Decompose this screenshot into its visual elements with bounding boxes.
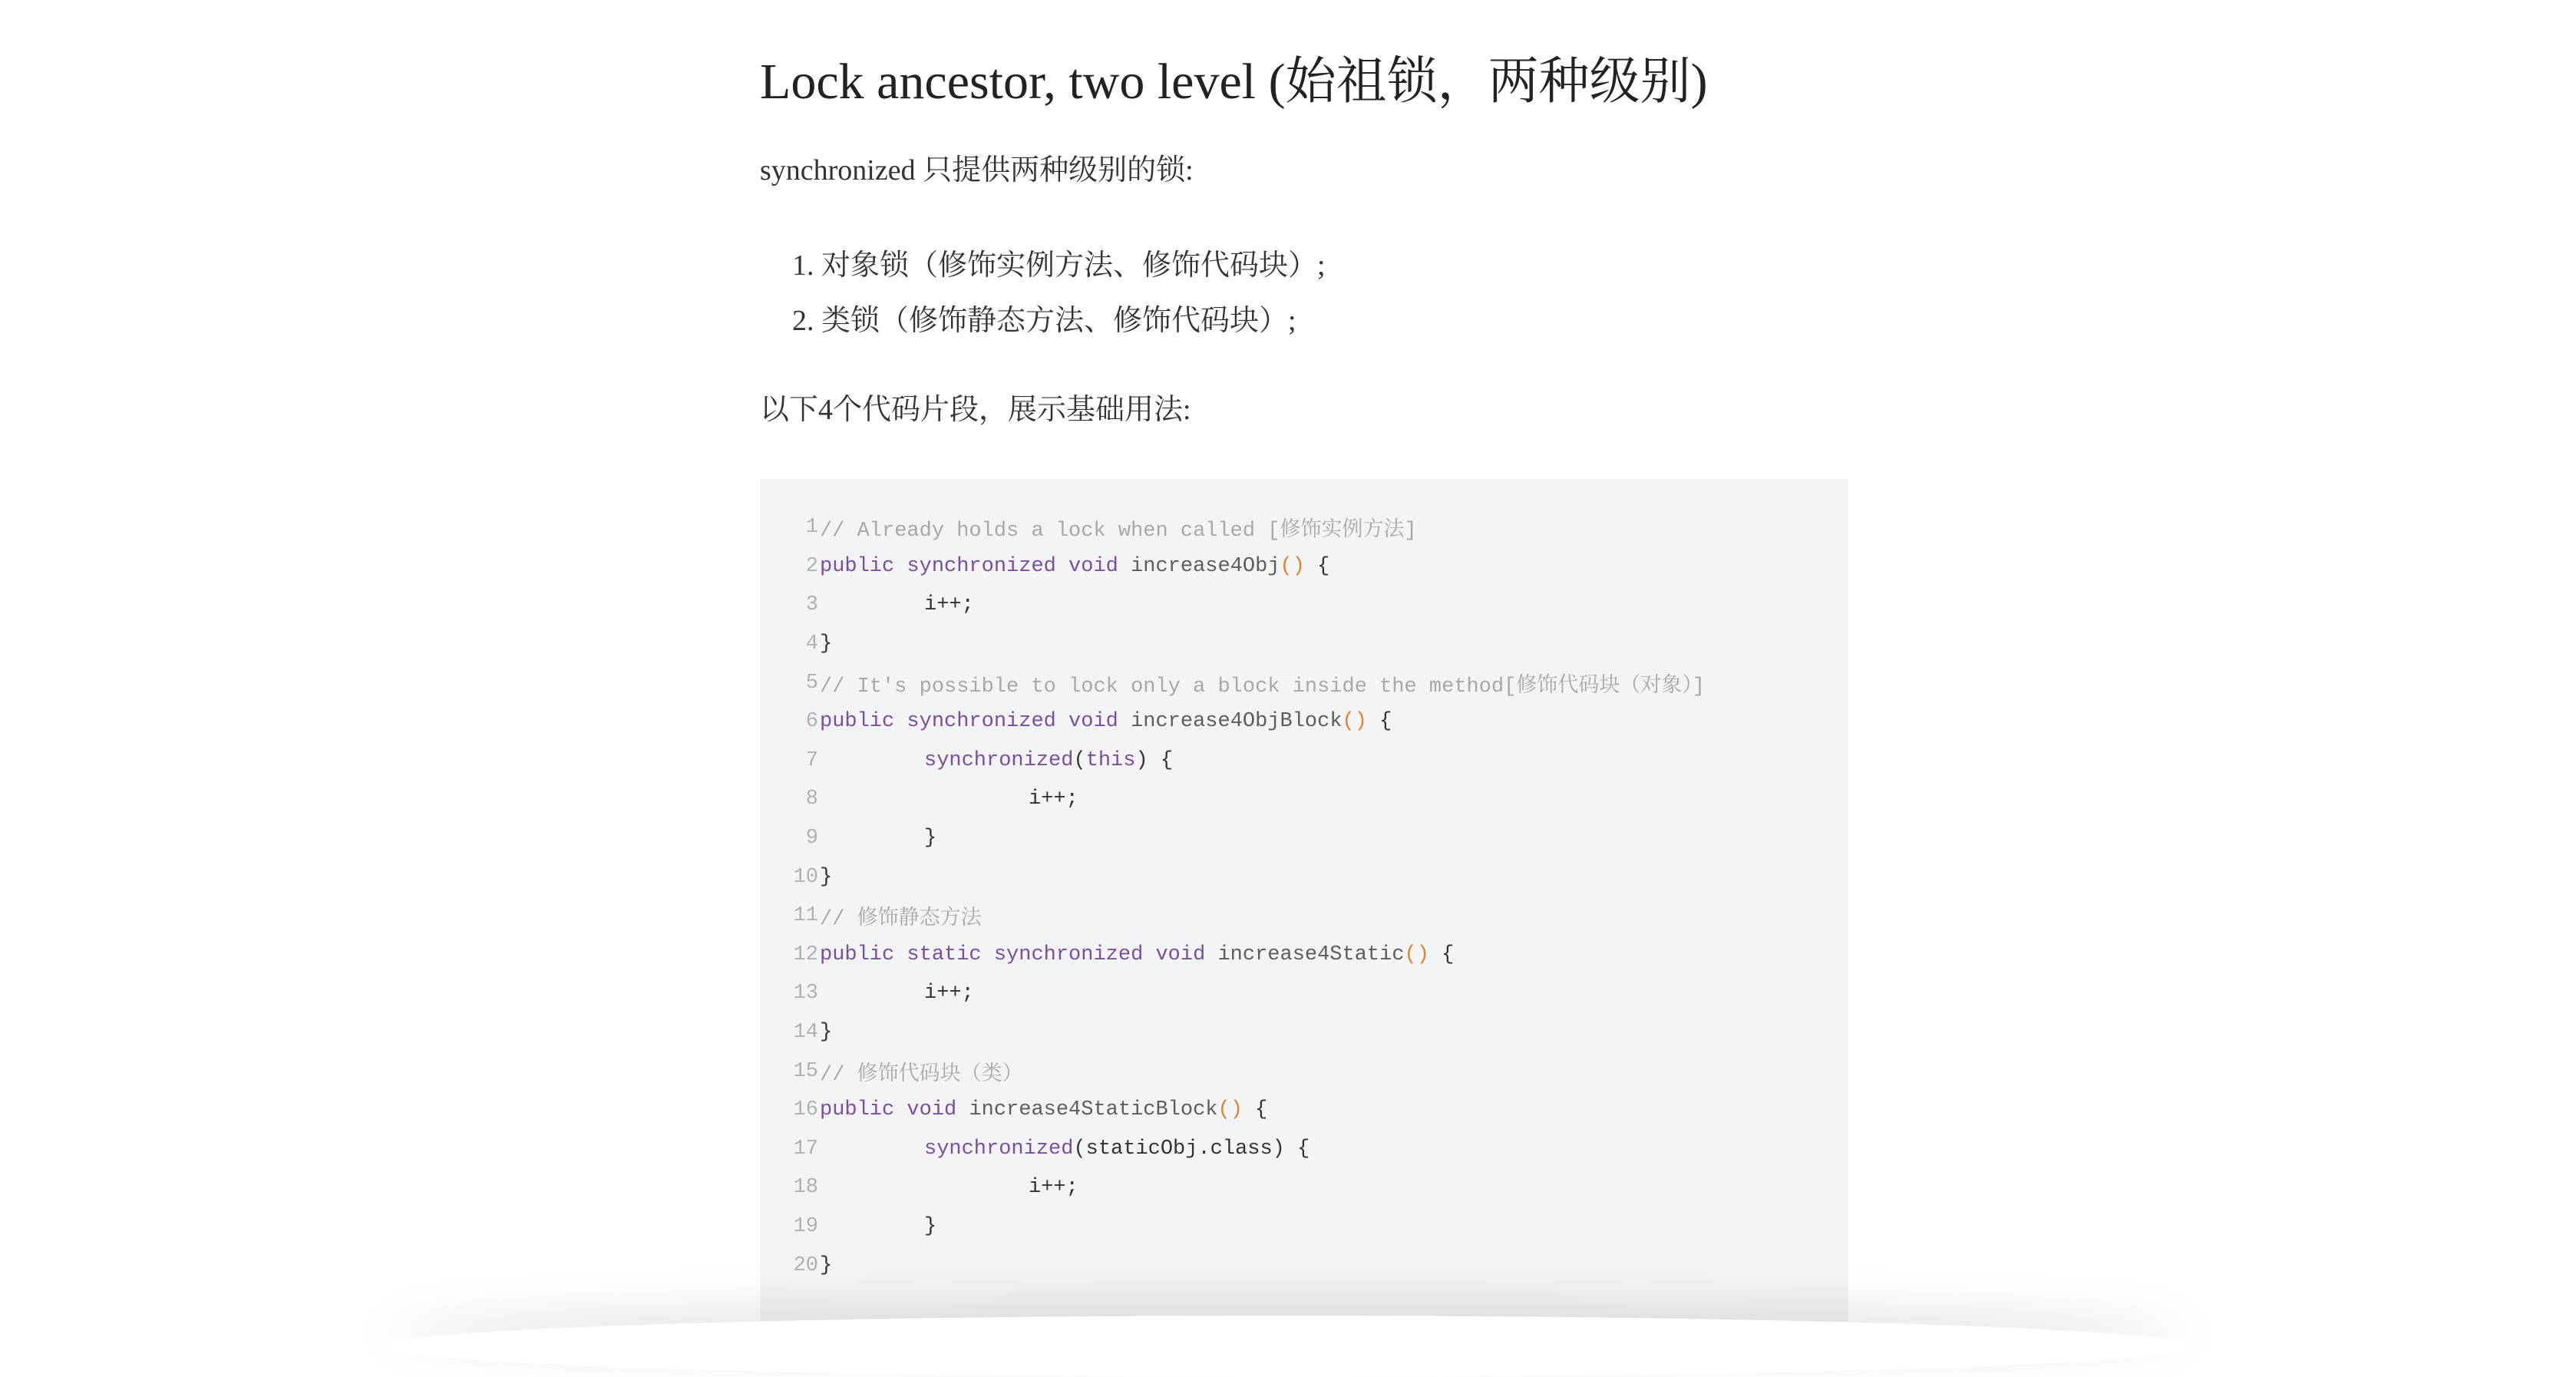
code-line xyxy=(760,625,1848,664)
code-token: i++; xyxy=(924,593,974,617)
code-line xyxy=(760,897,1848,936)
line-number: 3 xyxy=(805,593,818,617)
list-item: 1. 对象锁（修饰实例方法、修饰代码块）; xyxy=(821,238,1326,293)
code-line xyxy=(760,1091,1848,1130)
code-text xyxy=(820,827,936,850)
snippets-intro-paragraph: 以下4个代码片段，展示基础用法: xyxy=(760,394,1191,426)
code-line xyxy=(760,1168,1848,1207)
code-text xyxy=(820,982,974,1005)
code-line xyxy=(760,974,1848,1013)
code-token: () xyxy=(1217,1098,1243,1122)
code-line xyxy=(760,586,1848,625)
code-token: } xyxy=(820,1021,833,1045)
code-token: () xyxy=(1404,943,1429,966)
code-token: i++; xyxy=(924,982,974,1006)
code-text xyxy=(820,900,982,931)
line-number: 2 xyxy=(805,554,818,578)
code-text xyxy=(820,668,1705,698)
code-token: (staticObj.class) { xyxy=(1073,1137,1310,1161)
code-line xyxy=(760,508,1848,547)
line-number: 6 xyxy=(805,710,818,734)
line-number: 13 xyxy=(793,982,818,1006)
line-number: 18 xyxy=(793,1176,818,1200)
bottom-shadow xyxy=(384,1316,2192,1377)
code-text xyxy=(820,1098,1267,1121)
line-number: 12 xyxy=(793,943,818,966)
code-line xyxy=(760,663,1848,702)
code-token: public synchronized void xyxy=(820,554,1131,578)
code-line xyxy=(760,1013,1848,1052)
code-token: // 修饰代码块（类） xyxy=(820,1063,1023,1087)
code-token: // Already holds a lock when called [修饰实例方法] xyxy=(820,520,1417,543)
code-token: } xyxy=(924,1214,937,1238)
code-line xyxy=(760,819,1848,858)
code-line xyxy=(760,936,1848,975)
code-text xyxy=(820,1215,936,1238)
code-token: i++; xyxy=(1029,788,1078,811)
line-number: 16 xyxy=(793,1098,818,1122)
code-token: synchronized xyxy=(924,748,1074,772)
code-text xyxy=(820,512,1417,543)
code-token: { xyxy=(1304,554,1330,578)
code-line xyxy=(760,780,1848,819)
code-text xyxy=(820,1056,1023,1087)
code-text xyxy=(820,555,1329,578)
line-number: 11 xyxy=(793,904,818,928)
line-number: 20 xyxy=(793,1253,818,1277)
code-token: increase4Static xyxy=(1217,943,1405,966)
code-line xyxy=(760,547,1848,586)
line-number: 15 xyxy=(793,1059,818,1083)
line-number: 5 xyxy=(805,671,818,695)
code-token: increase4StaticBlock xyxy=(969,1098,1218,1122)
code-token: () xyxy=(1280,554,1305,578)
code-line xyxy=(760,1052,1848,1091)
line-number: 4 xyxy=(805,632,818,656)
code-text xyxy=(820,1176,1078,1199)
code-block xyxy=(760,479,1848,1322)
line-number: 19 xyxy=(793,1214,818,1238)
code-text xyxy=(820,1254,832,1277)
code-token: { xyxy=(1242,1098,1268,1122)
code-token: { xyxy=(1366,710,1392,734)
code-text xyxy=(820,632,832,655)
code-token: // 修饰静态方法 xyxy=(820,908,982,932)
code-token: public void xyxy=(820,1098,969,1122)
code-token: public static synchronized void xyxy=(820,943,1218,966)
code-line xyxy=(760,1130,1848,1169)
code-text xyxy=(820,788,1078,811)
code-text xyxy=(820,749,1173,772)
code-text xyxy=(820,710,1392,733)
code-text xyxy=(820,866,832,889)
code-token: } xyxy=(924,827,937,850)
code-token: // It's possible to lock only a block inside the method[修饰代码块（对象）] xyxy=(820,675,1706,698)
code-text xyxy=(820,943,1454,966)
intro-paragraph: synchronized 只提供两种级别的锁: xyxy=(760,154,1194,187)
code-token: public synchronized void xyxy=(820,710,1131,734)
line-number: 8 xyxy=(805,788,818,811)
code-token: } xyxy=(820,632,833,656)
code-text xyxy=(820,1021,832,1044)
code-line xyxy=(760,1207,1848,1247)
code-token: ( xyxy=(1073,748,1086,772)
lock-level-list xyxy=(760,238,1326,348)
code-token: this xyxy=(1085,748,1136,772)
line-number: 9 xyxy=(805,827,818,850)
code-text xyxy=(820,1138,1309,1161)
line-number: 14 xyxy=(793,1021,818,1045)
code-token: } xyxy=(820,1253,833,1277)
code-token: () xyxy=(1342,710,1367,734)
code-token: increase4Obj xyxy=(1131,554,1280,578)
code-line xyxy=(760,702,1848,741)
line-number: 7 xyxy=(805,748,818,772)
line-number: 17 xyxy=(793,1137,818,1161)
code-token: { xyxy=(1428,943,1455,966)
list-item: 2. 类锁（修饰静态方法、修饰代码块）; xyxy=(821,293,1326,348)
code-line xyxy=(760,741,1848,781)
line-number: 1 xyxy=(805,516,818,540)
code-token: i++; xyxy=(1029,1176,1078,1200)
code-text xyxy=(820,593,974,616)
page-title: Lock ancestor, two level (始祖锁，两种级别) xyxy=(760,54,1708,110)
code-line xyxy=(760,1246,1848,1285)
code-token: ) { xyxy=(1135,748,1174,772)
code-token: } xyxy=(820,865,833,889)
code-token: synchronized xyxy=(924,1137,1074,1161)
code-token: increase4ObjBlock xyxy=(1131,710,1342,734)
code-line xyxy=(760,857,1848,897)
line-number: 10 xyxy=(793,865,818,889)
